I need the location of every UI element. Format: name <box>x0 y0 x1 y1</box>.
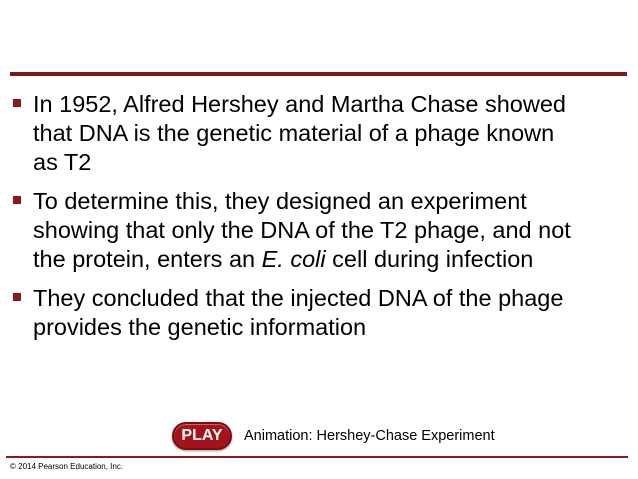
bullet-text-segment: the protein, enters an <box>33 246 262 272</box>
title-divider <box>10 72 627 76</box>
bullet-text-line <box>33 245 622 274</box>
play-button[interactable]: PLAY <box>172 422 232 450</box>
bullet-list <box>10 90 622 352</box>
bullet-text-line: In 1952, Alfred Hershey and Martha Chase showed <box>33 91 566 117</box>
bullet-text-line: provides the genetic information <box>33 314 367 340</box>
bullet-text-line: They concluded that the injected DNA of the phage <box>33 285 564 311</box>
animation-link <box>172 422 495 450</box>
bullet-text-line: To determine this, they designed an experiment <box>33 188 527 214</box>
footer-divider <box>6 456 628 458</box>
bullet-text-line: that DNA is the genetic material of a phage known <box>33 120 555 146</box>
bullet-text-line: showing that only the DNA of the T2 phage, and not <box>33 217 571 243</box>
square-bullet-icon <box>13 99 21 107</box>
bullet-text-line: as T2 <box>33 149 92 175</box>
animation-caption[interactable]: Animation: Hershey-Chase Experiment <box>244 428 495 444</box>
square-bullet-icon <box>13 293 21 301</box>
copyright-text: © 2014 Pearson Education, Inc. <box>10 462 124 471</box>
bullet-item <box>10 284 622 342</box>
bullet-item <box>10 90 622 177</box>
square-bullet-icon <box>13 196 21 204</box>
bullet-item <box>10 187 622 274</box>
bullet-text-segment: cell during infection <box>325 246 534 272</box>
species-name-italic: E. coli <box>261 246 326 272</box>
